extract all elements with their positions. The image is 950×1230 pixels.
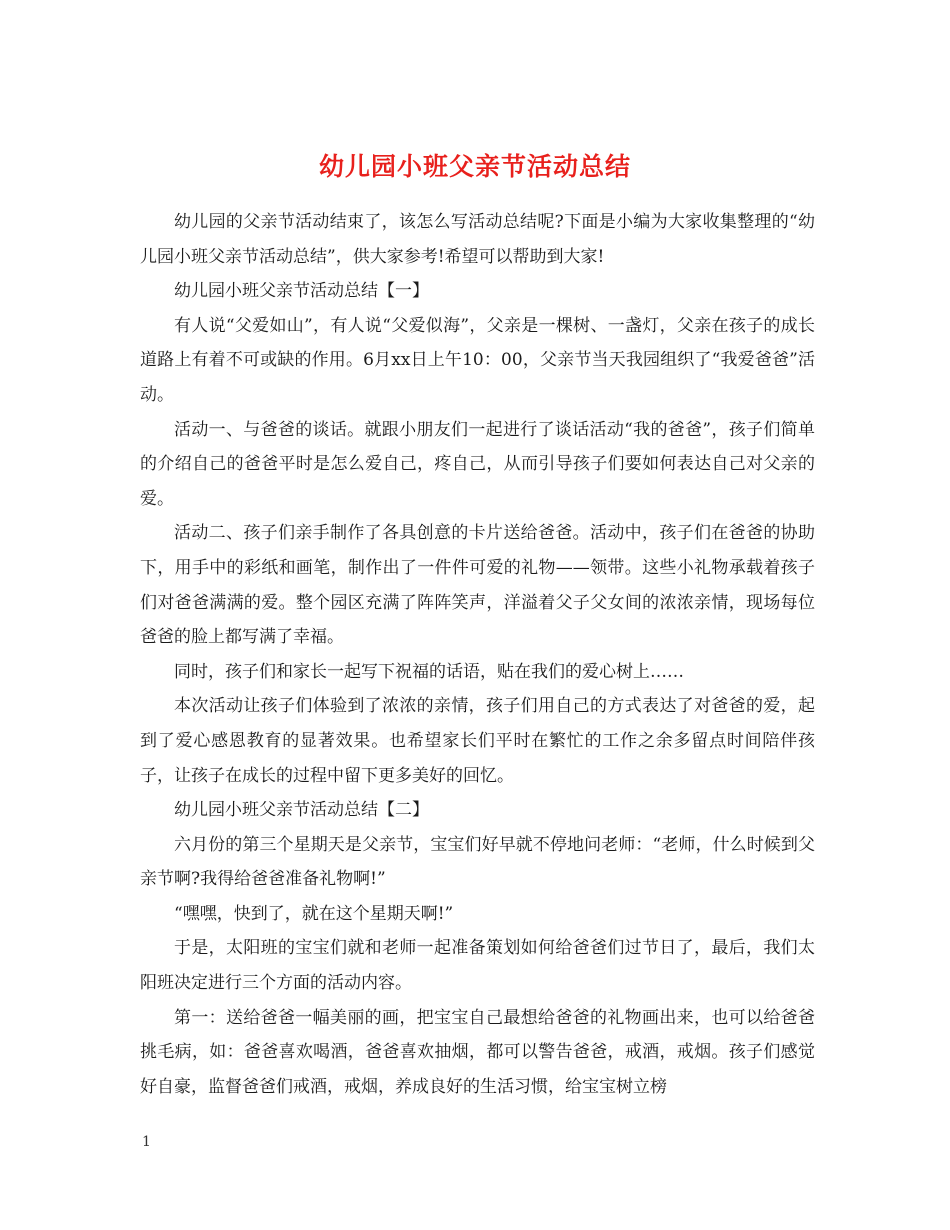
section-heading-1: 幼儿园小班父亲节活动总结【一】 (174, 281, 429, 302)
paragraph: 有人说“父爱如山”，有人说“父爱似海”，父亲是一棵树、一盏灯，父亲在孩子的成长道路上有着不可或缺的作用。6月xx日上午10：00，父亲节当天我园组织了“我爱爸爸”活动。 (140, 315, 815, 405)
paragraph-intro: 幼儿园的父亲节活动结束了，该怎么写活动总结呢?下面是小编为大家收集整理的“幼儿园小班父亲节活动总结”，供大家参考!希望可以帮助到大家! (140, 212, 815, 267)
document-title: 幼儿园小班父亲节活动总结 (318, 151, 631, 181)
document-body (140, 205, 815, 1104)
page-number: 1 (142, 1134, 151, 1150)
paragraph: 活动一、与爸爸的谈话。就跟小朋友们一起进行了谈话活动“我的爸爸”，孩子们简单的介绍自己的爸爸平时是怎么爱自己，疼自己，从而引导孩子们要如何表达自己对父亲的爱。 (140, 419, 815, 509)
paragraph: 同时，孩子们和家长一起写下祝福的话语，贴在我们的爱心树上…… (174, 661, 684, 682)
paragraph: 于是，太阳班的宝宝们就和老师一起准备策划如何给爸爸们过节日了，最后，我们太阳班决定进行三个方面的活动内容。 (140, 938, 815, 994)
paragraph: 活动二、孩子们亲手制作了各具创意的卡片送给爸爸。活动中，孩子们在爸爸的协助下，用手中的彩纸和画笔，制作出了一件件可爱的礼物——领带。这些小礼物承载着孩子们对爸爸满满的爱。整个园区充满了阵阵笑声，洋溢着父子父女间的浓浓亲情，现场每位爸爸的脸上都写满了幸福。 (140, 523, 815, 648)
section-heading-2: 幼儿园小班父亲节活动总结【二】 (174, 800, 429, 821)
paragraph: “嘿嘿，快到了，就在这个星期天啊!” (174, 903, 454, 924)
paragraph: 六月份的第三个星期天是父亲节，宝宝们好早就不停地问老师：“老师，什么时候到父亲节啊?我得给爸爸准备礼物啊!” (140, 834, 815, 890)
paragraph: 本次活动让孩子们体验到了浓浓的亲情，孩子们用自己的方式表达了对爸爸的爱，起到了爱心感恩教育的显著效果。也希望家长们平时在繁忙的工作之余多留点时间陪伴孩子，让孩子在成长的过程中留下更多美好的回忆。 (140, 696, 815, 786)
paragraph: 第一：送给爸爸一幅美丽的画，把宝宝自己最想给爸爸的礼物画出来，也可以给爸爸挑毛病，如：爸爸喜欢喝酒，爸爸喜欢抽烟，都可以警告爸爸，戒酒，戒烟。孩子们感觉好自豪，监督爸爸们戒酒，戒烟，养成良好的生活习惯，给宝宝树立榜 (140, 1007, 815, 1097)
